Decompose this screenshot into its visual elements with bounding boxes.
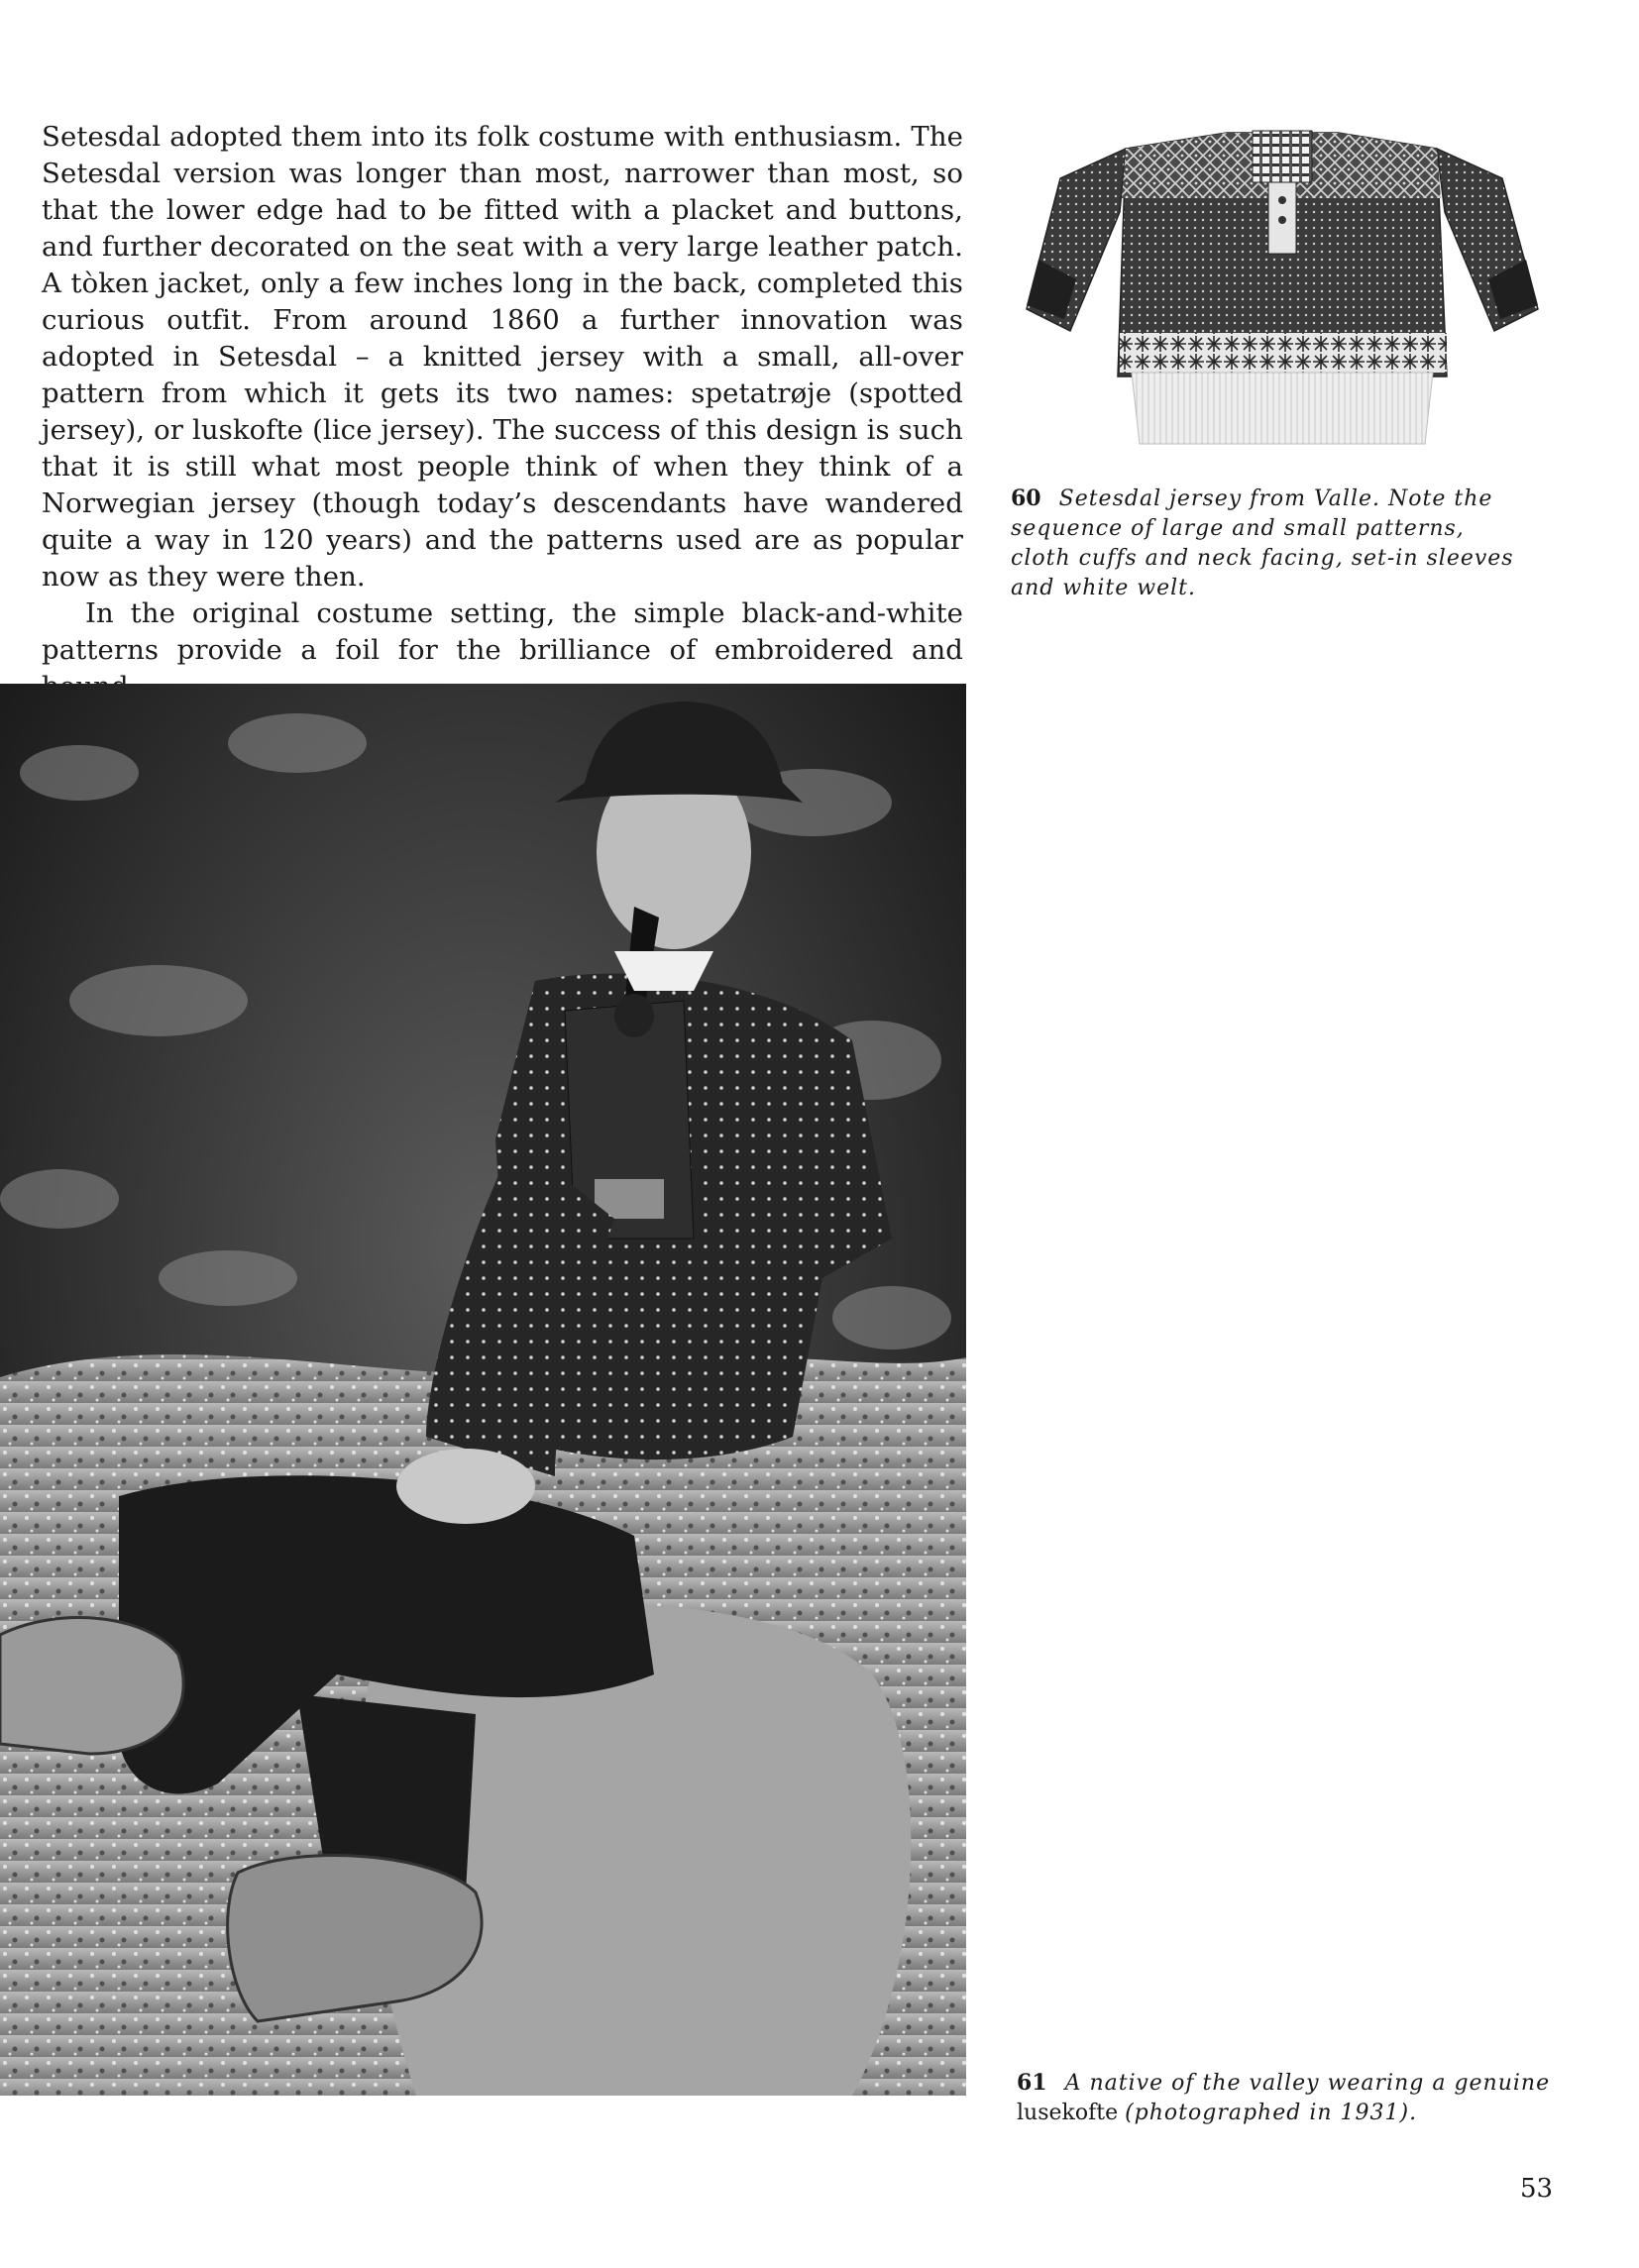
- left-boot: [0, 1618, 183, 1754]
- page-number: 53: [1520, 2174, 1554, 2204]
- figure-60-sweater-image: [1009, 121, 1556, 463]
- figure-61-caption-part1: A native of the valley wearing a genuine: [1064, 2071, 1551, 2096]
- figure-61-number: 61: [1017, 2070, 1047, 2096]
- figure-61-caption-lusekofte: lusekofte: [1017, 2101, 1119, 2125]
- figure-61-caption: [1017, 2068, 1552, 2128]
- figure-61-photograph: [0, 684, 966, 2096]
- pipe-bowl: [614, 994, 654, 1037]
- paragraph-2: In the original costume setting, the simple black-and-white patterns provide a foil for the brilliance of embroidered and: [42, 597, 963, 666]
- figure-60-caption: [1011, 484, 1526, 603]
- white-welt: [1132, 373, 1433, 444]
- figure-61-caption-part2: (photographed in 1931).: [1125, 2101, 1418, 2125]
- body-text: [42, 119, 963, 705]
- figure-60-number: 60: [1011, 486, 1041, 511]
- star-band: [1120, 333, 1447, 373]
- photograph-illustration: [0, 684, 966, 2096]
- figure-60-caption-text: Setesdal jersey from Valle. Note the sequence of large and small patterns, cloth cuffs and neck facing, set-in sleeves and white welt.: [1011, 486, 1514, 600]
- man-hand: [396, 1449, 535, 1524]
- neck-facing: [1253, 131, 1312, 182]
- paragraph-1: Setesdal adopted them into its folk costume with enthusiasm. The Setesdal version was longer than most, narrower than most, so that the lower edge had to be fitted with a placket and buttons, and further decorated on the seat with a very large leather patch. A tòken jacket, only a few inches long in the back, completed this curious outfit. From around 1860 a further innovation was adopted in Setesdal – a knitted jersey with a small, all-over pattern from which it gets its two names: spetatrøje (spotted jersey), or luskofte (lice jersey). The success of this design is such that it is still what most people think of when they think of a Norwegian jersey (though today’s descendants have wandered quite a way in 120 years) and the patterns used are as popular now as they were then.: [42, 121, 963, 593]
- sweater-illustration: [1009, 121, 1556, 463]
